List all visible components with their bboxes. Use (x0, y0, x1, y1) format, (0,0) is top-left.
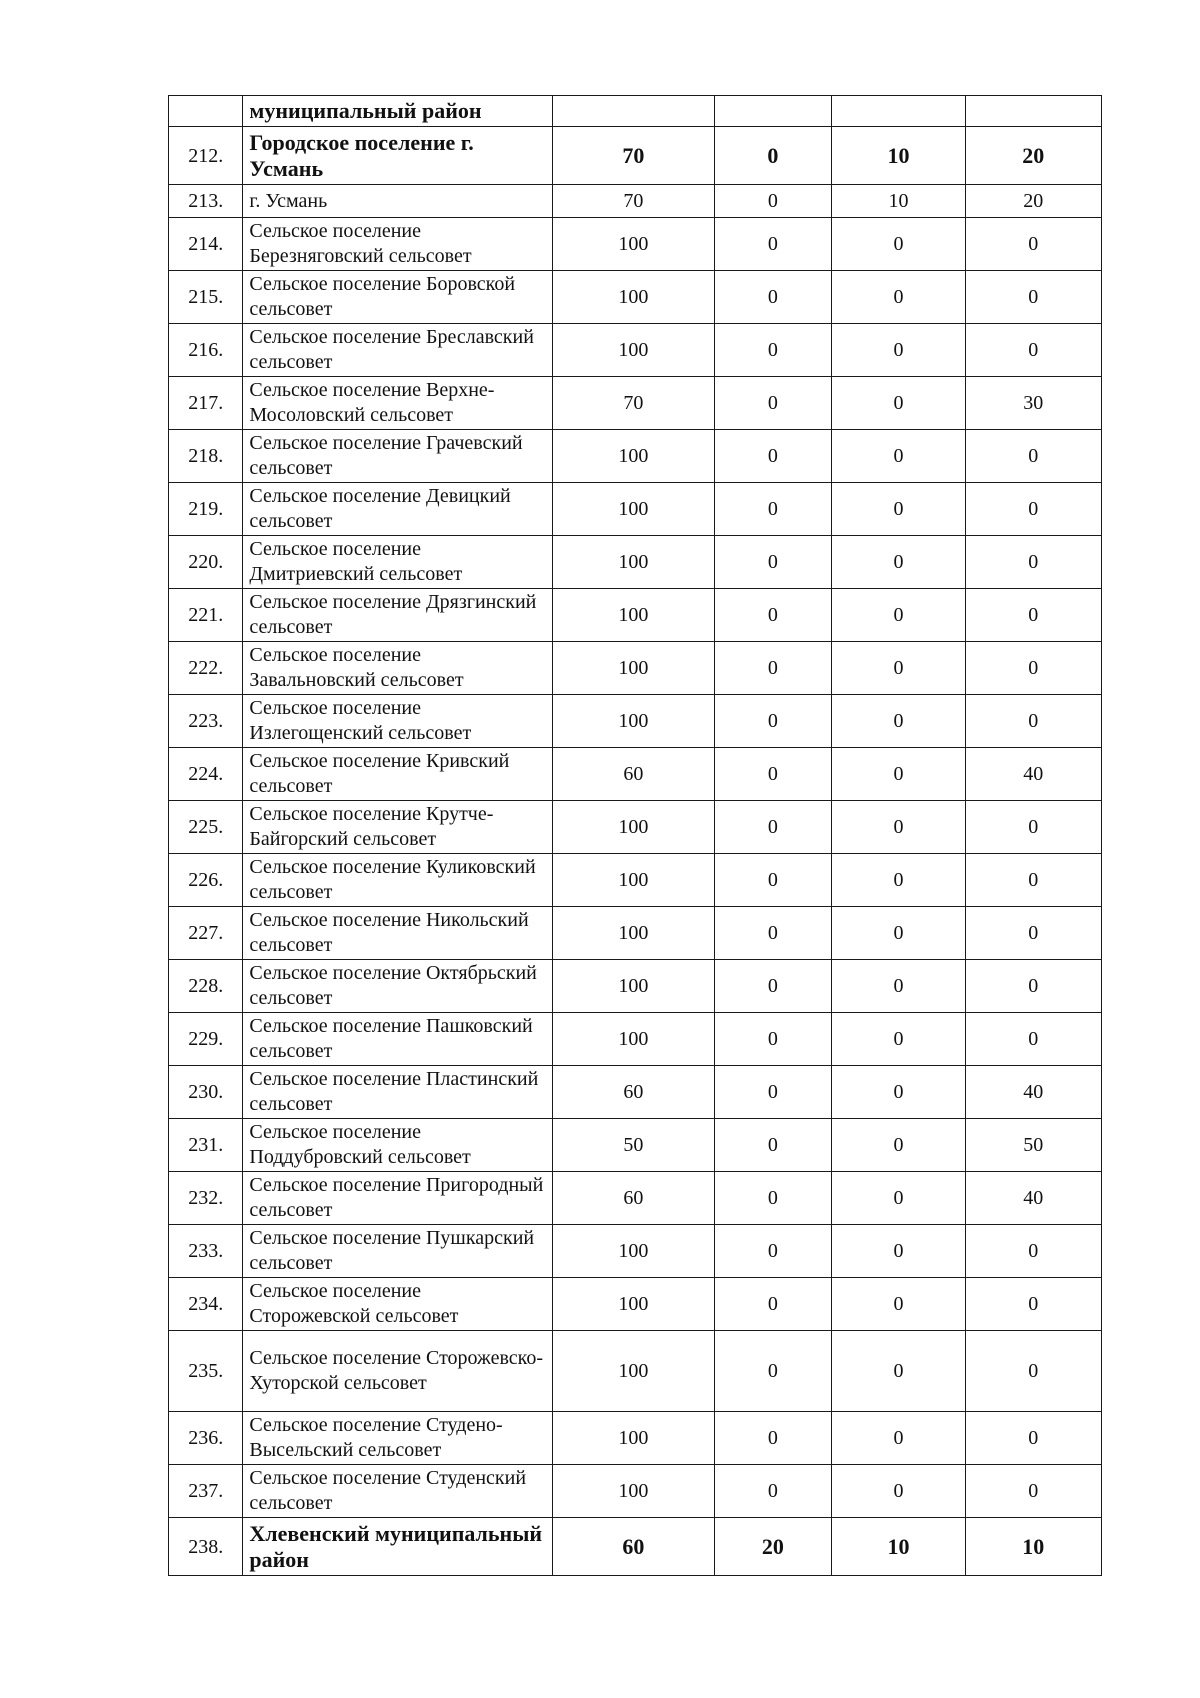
value-cell-3: 0 (832, 907, 965, 960)
row-number-cell: 233. (169, 1225, 243, 1278)
value-cell-4: 0 (965, 695, 1101, 748)
value-cell-2: 0 (714, 1119, 832, 1172)
row-number-cell: 226. (169, 854, 243, 907)
row-name-cell: г. Усмань (243, 185, 553, 218)
row-number-cell: 223. (169, 695, 243, 748)
value-cell-1 (553, 96, 714, 127)
table-row (169, 695, 1102, 748)
value-cell-3: 0 (832, 589, 965, 642)
value-cell-2: 20 (714, 1518, 832, 1576)
value-cell-2: 0 (714, 377, 832, 430)
value-cell-4: 0 (965, 324, 1101, 377)
row-number-cell: 214. (169, 218, 243, 271)
value-cell-4: 0 (965, 854, 1101, 907)
value-cell-4: 40 (965, 1172, 1101, 1225)
row-name-cell: муниципальный район (243, 96, 553, 127)
value-cell-1: 100 (553, 536, 714, 589)
value-cell-4: 10 (965, 1518, 1101, 1576)
row-number-cell: 238. (169, 1518, 243, 1576)
value-cell-4: 30 (965, 377, 1101, 430)
table-row (169, 127, 1102, 185)
value-cell-2: 0 (714, 801, 832, 854)
value-cell-1: 60 (553, 748, 714, 801)
row-name-cell: Сельское поселение Никольский сельсовет (243, 907, 553, 960)
row-name-cell: Сельское поселение Октябрьский сельсовет (243, 960, 553, 1013)
row-name-cell: Городское поселение г. Усмань (243, 127, 553, 185)
value-cell-4: 0 (965, 483, 1101, 536)
table-row (169, 642, 1102, 695)
row-number-cell: 221. (169, 589, 243, 642)
value-cell-3: 0 (832, 1066, 965, 1119)
value-cell-1: 100 (553, 801, 714, 854)
value-cell-1: 100 (553, 430, 714, 483)
value-cell-3: 0 (832, 642, 965, 695)
value-cell-3: 0 (832, 271, 965, 324)
value-cell-3: 0 (832, 801, 965, 854)
value-cell-4: 0 (965, 1331, 1101, 1412)
value-cell-1: 100 (553, 1013, 714, 1066)
value-cell-1: 100 (553, 695, 714, 748)
row-number-cell: 235. (169, 1331, 243, 1412)
value-cell-4: 40 (965, 748, 1101, 801)
data-table (168, 95, 1102, 1576)
value-cell-3: 0 (832, 748, 965, 801)
value-cell-2: 0 (714, 854, 832, 907)
row-name-cell: Сельское поселение Студено-Высельский сельсовет (243, 1412, 553, 1465)
value-cell-3: 0 (832, 854, 965, 907)
value-cell-2: 0 (714, 218, 832, 271)
value-cell-3: 10 (832, 1518, 965, 1576)
value-cell-4: 0 (965, 1225, 1101, 1278)
table-row (169, 1331, 1102, 1412)
row-number-cell: 217. (169, 377, 243, 430)
row-name-cell: Сельское поселение Березняговский сельсовет (243, 218, 553, 271)
value-cell-2: 0 (714, 695, 832, 748)
value-cell-3: 0 (832, 324, 965, 377)
value-cell-3: 0 (832, 377, 965, 430)
value-cell-2: 0 (714, 1225, 832, 1278)
row-name-cell: Сельское поселение Завальновский сельсовет (243, 642, 553, 695)
value-cell-3: 0 (832, 1172, 965, 1225)
value-cell-4: 0 (965, 907, 1101, 960)
row-number-cell: 227. (169, 907, 243, 960)
value-cell-2: 0 (714, 960, 832, 1013)
row-name-cell: Сельское поселение Кривский сельсовет (243, 748, 553, 801)
value-cell-1: 100 (553, 960, 714, 1013)
value-cell-4 (965, 96, 1101, 127)
value-cell-2: 0 (714, 430, 832, 483)
value-cell-1: 70 (553, 377, 714, 430)
row-name-cell: Хлевенский муниципальный район (243, 1518, 553, 1576)
value-cell-1: 100 (553, 642, 714, 695)
value-cell-1: 50 (553, 1119, 714, 1172)
value-cell-4: 0 (965, 1278, 1101, 1331)
value-cell-2: 0 (714, 642, 832, 695)
table-row (169, 185, 1102, 218)
value-cell-3: 0 (832, 695, 965, 748)
row-name-cell: Сельское поселение Студенский сельсовет (243, 1465, 553, 1518)
value-cell-4: 0 (965, 536, 1101, 589)
value-cell-2: 0 (714, 1172, 832, 1225)
table-row (169, 1278, 1102, 1331)
value-cell-4: 0 (965, 960, 1101, 1013)
value-cell-1: 100 (553, 324, 714, 377)
value-cell-1: 100 (553, 1225, 714, 1278)
value-cell-3: 10 (832, 127, 965, 185)
value-cell-3: 0 (832, 218, 965, 271)
row-name-cell: Сельское поселение Сторожевской сельсовет (243, 1278, 553, 1331)
value-cell-2: 0 (714, 907, 832, 960)
table-row (169, 960, 1102, 1013)
row-name-cell: Сельское поселение Поддубровский сельсовет (243, 1119, 553, 1172)
value-cell-3: 0 (832, 960, 965, 1013)
row-number-cell: 212. (169, 127, 243, 185)
value-cell-2: 0 (714, 1013, 832, 1066)
row-name-cell: Сельское поселение Грачевский сельсовет (243, 430, 553, 483)
row-name-cell: Сельское поселение Куликовский сельсовет (243, 854, 553, 907)
value-cell-4: 0 (965, 430, 1101, 483)
table-row (169, 271, 1102, 324)
row-number-cell: 222. (169, 642, 243, 695)
value-cell-4: 0 (965, 1465, 1101, 1518)
table-row (169, 377, 1102, 430)
table-row (169, 430, 1102, 483)
table-row (169, 1465, 1102, 1518)
value-cell-2: 0 (714, 1465, 832, 1518)
table-row (169, 1119, 1102, 1172)
row-name-cell: Сельское поселение Пригородный сельсовет (243, 1172, 553, 1225)
row-number-cell: 234. (169, 1278, 243, 1331)
value-cell-1: 60 (553, 1518, 714, 1576)
row-number-cell: 236. (169, 1412, 243, 1465)
row-name-cell: Сельское поселение Пашковский сельсовет (243, 1013, 553, 1066)
value-cell-2: 0 (714, 185, 832, 218)
value-cell-4: 0 (965, 801, 1101, 854)
row-number-cell: 220. (169, 536, 243, 589)
row-number-cell: 228. (169, 960, 243, 1013)
value-cell-1: 60 (553, 1172, 714, 1225)
row-number-cell: 225. (169, 801, 243, 854)
value-cell-1: 100 (553, 271, 714, 324)
value-cell-2: 0 (714, 271, 832, 324)
table-row (169, 907, 1102, 960)
value-cell-2 (714, 96, 832, 127)
table-body (169, 96, 1102, 1576)
table-row (169, 324, 1102, 377)
value-cell-4: 20 (965, 127, 1101, 185)
table-row (169, 1172, 1102, 1225)
value-cell-1: 70 (553, 185, 714, 218)
value-cell-3: 0 (832, 1225, 965, 1278)
table-row (169, 218, 1102, 271)
row-number-cell: 231. (169, 1119, 243, 1172)
table-row (169, 1518, 1102, 1576)
value-cell-4: 0 (965, 1013, 1101, 1066)
row-name-cell: Сельское поселение Пушкарский сельсовет (243, 1225, 553, 1278)
table-row (169, 1225, 1102, 1278)
value-cell-1: 100 (553, 907, 714, 960)
row-number-cell: 230. (169, 1066, 243, 1119)
value-cell-3: 0 (832, 1331, 965, 1412)
row-number-cell (169, 96, 243, 127)
row-number-cell: 215. (169, 271, 243, 324)
value-cell-1: 100 (553, 218, 714, 271)
value-cell-1: 100 (553, 1465, 714, 1518)
row-name-cell: Сельское поселение Верхне-Мосоловский сельсовет (243, 377, 553, 430)
row-number-cell: 232. (169, 1172, 243, 1225)
value-cell-1: 100 (553, 483, 714, 536)
value-cell-3: 0 (832, 430, 965, 483)
value-cell-4: 0 (965, 642, 1101, 695)
value-cell-4: 20 (965, 185, 1101, 218)
value-cell-2: 0 (714, 127, 832, 185)
value-cell-2: 0 (714, 748, 832, 801)
value-cell-4: 0 (965, 589, 1101, 642)
row-name-cell: Сельское поселение Бреславский сельсовет (243, 324, 553, 377)
value-cell-1: 70 (553, 127, 714, 185)
table-row (169, 536, 1102, 589)
table-row (169, 801, 1102, 854)
value-cell-2: 0 (714, 483, 832, 536)
value-cell-3: 0 (832, 536, 965, 589)
row-name-cell: Сельское поселение Излегощенский сельсовет (243, 695, 553, 748)
value-cell-4: 40 (965, 1066, 1101, 1119)
row-name-cell: Сельское поселение Крутче-Байгорский сельсовет (243, 801, 553, 854)
row-number-cell: 216. (169, 324, 243, 377)
row-number-cell: 213. (169, 185, 243, 218)
value-cell-3 (832, 96, 965, 127)
value-cell-1: 100 (553, 1331, 714, 1412)
row-name-cell: Сельское поселение Дмитриевский сельсовет (243, 536, 553, 589)
value-cell-4: 0 (965, 1412, 1101, 1465)
value-cell-3: 0 (832, 1119, 965, 1172)
table-row (169, 1412, 1102, 1465)
row-number-cell: 219. (169, 483, 243, 536)
row-name-cell: Сельское поселение Боровской сельсовет (243, 271, 553, 324)
value-cell-3: 0 (832, 1465, 965, 1518)
value-cell-3: 10 (832, 185, 965, 218)
row-name-cell: Сельское поселение Дрязгинский сельсовет (243, 589, 553, 642)
value-cell-1: 100 (553, 1278, 714, 1331)
value-cell-1: 100 (553, 589, 714, 642)
row-number-cell: 224. (169, 748, 243, 801)
value-cell-4: 50 (965, 1119, 1101, 1172)
table-row-continuation (169, 96, 1102, 127)
table-row (169, 1066, 1102, 1119)
value-cell-1: 100 (553, 1412, 714, 1465)
value-cell-4: 0 (965, 218, 1101, 271)
table-row (169, 854, 1102, 907)
table-row (169, 1013, 1102, 1066)
value-cell-2: 0 (714, 1412, 832, 1465)
value-cell-3: 0 (832, 1412, 965, 1465)
value-cell-2: 0 (714, 324, 832, 377)
row-name-cell: Сельское поселение Девицкий сельсовет (243, 483, 553, 536)
row-number-cell: 229. (169, 1013, 243, 1066)
row-name-cell: Сельское поселение Пластинский сельсовет (243, 1066, 553, 1119)
value-cell-1: 100 (553, 854, 714, 907)
row-name-cell: Сельское поселение Сторожевско-Хуторской сельсовет (243, 1331, 553, 1412)
value-cell-2: 0 (714, 589, 832, 642)
value-cell-3: 0 (832, 483, 965, 536)
value-cell-3: 0 (832, 1013, 965, 1066)
value-cell-2: 0 (714, 1331, 832, 1412)
row-number-cell: 218. (169, 430, 243, 483)
table-row (169, 589, 1102, 642)
value-cell-2: 0 (714, 1066, 832, 1119)
value-cell-3: 0 (832, 1278, 965, 1331)
value-cell-1: 60 (553, 1066, 714, 1119)
value-cell-4: 0 (965, 271, 1101, 324)
table-row (169, 748, 1102, 801)
row-number-cell: 237. (169, 1465, 243, 1518)
value-cell-2: 0 (714, 1278, 832, 1331)
value-cell-2: 0 (714, 536, 832, 589)
table-row (169, 483, 1102, 536)
